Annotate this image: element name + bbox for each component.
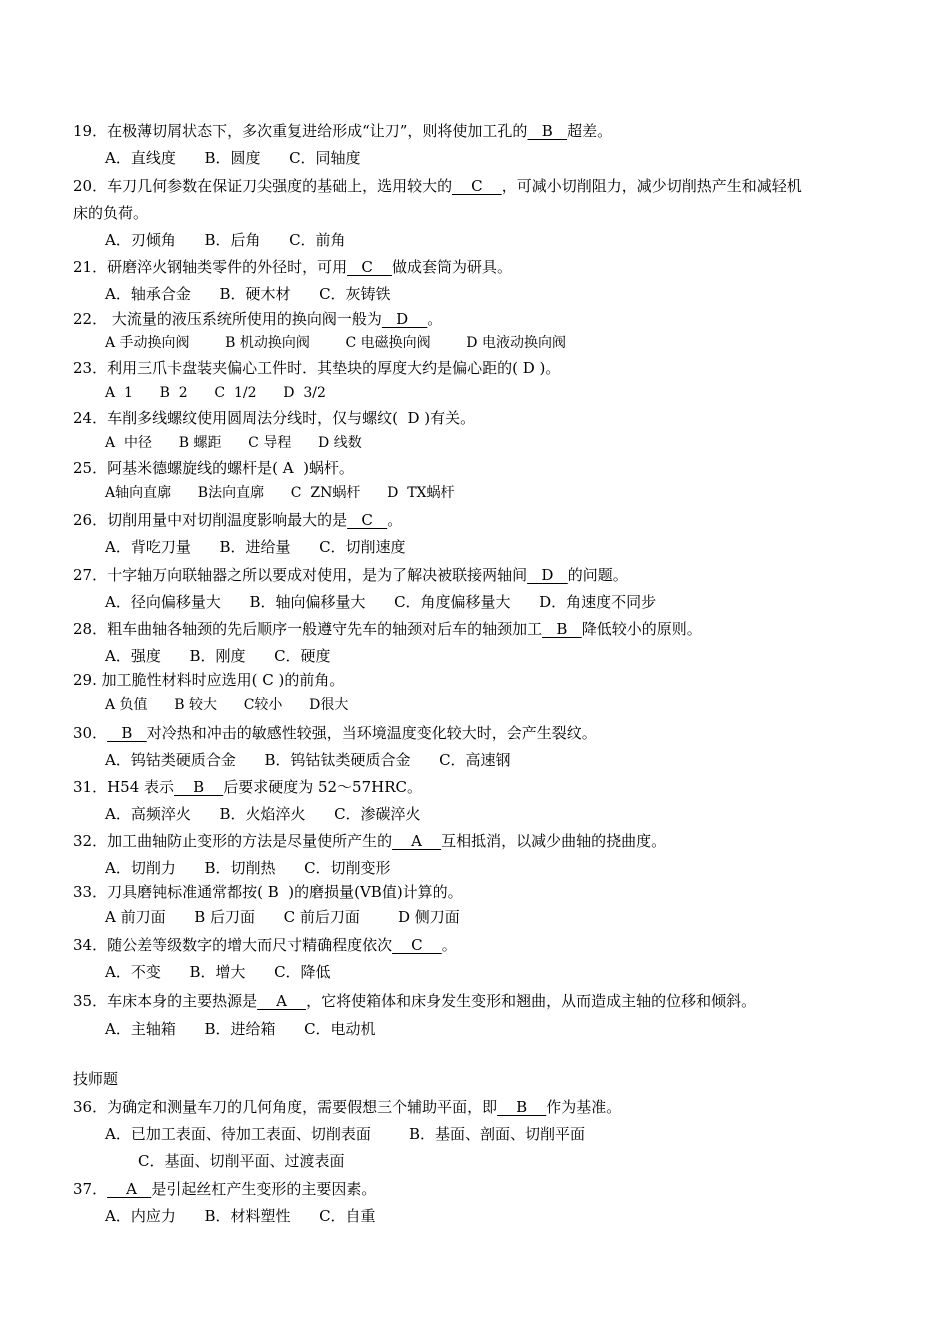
- answer-blank: B: [527, 122, 568, 140]
- question-33: 33．刀具磨钝标准通常都按( B )的磨损量(VB值)计算的。: [73, 883, 463, 901]
- options-22: A 手动换向阀 B 机动换向阀 C 电磁换向阀 D 电液动换向阀: [105, 335, 566, 351]
- question-31: 31．H54 表示 B 后要求硬度为 52～57HRC。: [73, 778, 422, 796]
- options-19: A．直线度 B．圆度 C．同轴度: [105, 149, 361, 167]
- answer-blank: C: [392, 936, 442, 954]
- options-24: A 中径 B 螺距 C 导程 D 线数: [105, 435, 362, 451]
- options-23: A 1 B 2 C 1/2 D 3/2: [105, 385, 326, 401]
- options-20: A．刃倾角 B．后角 C．前角: [105, 231, 346, 249]
- answer-blank: A: [257, 992, 307, 1010]
- answer-blank: A: [107, 1180, 152, 1198]
- answer-blank: C: [347, 511, 388, 529]
- section-heading: 技师题: [73, 1070, 119, 1088]
- answer-blank: B: [107, 724, 147, 742]
- options-36: A．已加工表面、待加工表面、切削表面 B．基面、剖面、切削平面: [105, 1125, 586, 1143]
- options-27: A．径向偏移量大 B．轴向偏移量大 C．角度偏移量大 D．角速度不同步: [105, 593, 657, 611]
- question-34: 34．随公差等级数字的增大而尺寸精确程度依次 C 。: [73, 936, 457, 954]
- question-21: 21．研磨淬火钢轴类零件的外径时，可用 C 做成套筒为研具。: [73, 258, 512, 276]
- question-35: 35．车床本身的主要热源是 A ，它将使箱体和床身发生变形和翘曲，从而造成主轴的位移和倾斜。: [73, 992, 757, 1010]
- question-19: 19．在极薄切屑状态下，多次重复进给形成“让刀”，则将使加工孔的 B 超差。: [73, 122, 613, 140]
- answer-blank: D: [527, 566, 568, 584]
- question-24: 24．车削多线螺纹使用圆周法分线时，仅与螺纹( D )有关。: [73, 409, 476, 427]
- answer-blank: C: [347, 258, 392, 276]
- options-28: A．强度 B．刚度 C．硬度: [105, 647, 331, 665]
- options-31: A．高频淬火 B．火焰淬火 C．渗碳淬火: [105, 805, 421, 823]
- options-37: A．内应力 B．材料塑性 C．自重: [105, 1207, 376, 1225]
- question-30: 30． B 对冷热和冲击的敏感性较强，当环境温度变化较大时，会产生裂纹。: [73, 724, 597, 742]
- question-25: 25．阿基米德螺旋线的螺杆是( A )蜗杆。: [73, 459, 354, 477]
- answer-blank: B: [174, 778, 224, 796]
- options-29: A 负值 B 较大 C较小 D很大: [105, 697, 349, 713]
- question-37: 37． A 是引起丝杠产生变形的主要因素。: [73, 1180, 377, 1198]
- options-25: A轴向直廓 B法向直廓 C ZN蜗杆 D TX蜗杆: [105, 485, 455, 501]
- answer-blank: D: [381, 310, 428, 328]
- question-20: 20．车刀几何参数在保证刀尖强度的基础上，选用较大的 C ，可减小切削阻力，减少切削热产生和减轻机: [73, 177, 802, 195]
- question-27: 27．十字轴万向联轴器之所以要成对使用，是为了解决被联接两轴间 D 的问题。: [73, 566, 628, 584]
- question-29: 29. 加工脆性材料时应选用( C )的前角。: [73, 671, 345, 689]
- options-34: A．不变 B．增大 C．降低: [105, 963, 331, 981]
- question-23: 23．利用三爪卡盘装夹偏心工件时．其垫块的厚度大约是偏心距的( D )。: [73, 359, 561, 377]
- options-33: A 前刀面 B 后刀面 C 前后刀面 D 侧刀面: [105, 908, 460, 926]
- answer-blank: B: [542, 620, 582, 638]
- question-36: 36．为确定和测量车刀的几何角度，需要假想三个辅助平面，即 B 作为基准。: [73, 1098, 622, 1116]
- options-21: A．轴承合金 B．硬木材 C．灰铸铁: [105, 285, 391, 303]
- answer-blank: C: [452, 177, 502, 195]
- question-26: 26．切削用量中对切削温度影响最大的是 C 。: [73, 511, 403, 529]
- question-20-cont: 床的负荷。: [73, 204, 149, 222]
- options-35: A．主轴箱 B．进给箱 C．电动机: [105, 1020, 376, 1038]
- answer-blank: A: [392, 832, 442, 850]
- options-30: A．钨钴类硬质合金 B．钨钴钛类硬质合金 C．高速钢: [105, 751, 511, 769]
- answer-blank: B: [497, 1098, 547, 1116]
- question-32: 32．加工曲轴防止变形的方法是尽量使所产生的 A 互相抵消，以减少曲轴的挠曲度。: [73, 832, 667, 850]
- options-26: A．背吃刀量 B．进给量 C．切削速度: [105, 538, 406, 556]
- options-32: A．切削力 B．切削热 C．切削变形: [105, 859, 391, 877]
- options-36-cont: C．基面、切削平面、过渡表面: [138, 1152, 345, 1170]
- question-22: 22． 大流量的液压系统所使用的换向阀一般为 D 。: [73, 310, 443, 328]
- question-28: 28．粗车曲轴各轴颈的先后顺序一般遵守先车的轴颈对后车的轴颈加工 B 降低较小的原则。: [73, 620, 702, 638]
